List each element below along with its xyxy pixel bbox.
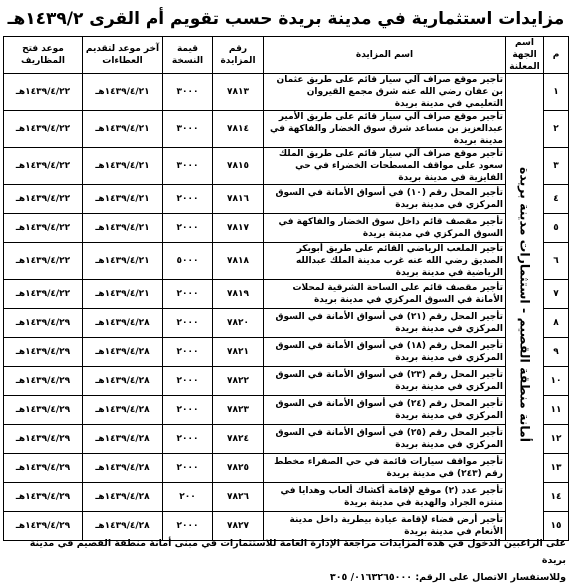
last-submission-date: ١٤٣٩/٤/٢٨هـ — [83, 367, 163, 396]
last-submission-date: ١٤٣٩/٤/٢١هـ — [83, 214, 163, 243]
envelope-open-date: ١٤٣٩/٤/٢٩هـ — [4, 309, 83, 338]
envelope-open-date: ١٤٣٩/٤/٢٩هـ — [4, 367, 83, 396]
auction-number: ٧٨١٥ — [213, 148, 264, 185]
auction-name: تأجير المحل رقم (٢٣) في أسواق الأمانة في السوق المركزي في مدينة بريدة — [264, 367, 506, 396]
table-row — [4, 309, 569, 338]
envelope-open-date: ١٤٣٩/٤/٢٩هـ — [4, 425, 83, 454]
copy-price: ٢٠٠٠ — [163, 367, 213, 396]
envelope-open-date: ١٤٣٩/٤/٢٢هـ — [4, 74, 83, 111]
page-title: مزايدات استثمارية في مدينة بريدة حسب تقويم أم القرى ١٤٣٩/٢هـ — [7, 9, 565, 29]
last-submission-date: ١٤٣٩/٤/٢١هـ — [83, 111, 163, 148]
copy-price: ٣٠٠٠ — [163, 111, 213, 148]
last-submission-date: ١٤٣٩/٤/٢٨هـ — [83, 483, 163, 512]
auction-number: ٧٨١٩ — [213, 280, 264, 309]
header-last-date: آخر موعد لتقديم العطاءات — [83, 37, 163, 74]
envelope-open-date: ١٤٣٩/٤/٢٢هـ — [4, 214, 83, 243]
copy-price: ٢٠٠٠ — [163, 396, 213, 425]
envelope-open-date: ١٤٣٩/٤/٢٩هـ — [4, 396, 83, 425]
row-number: ٥ — [544, 214, 569, 243]
last-submission-date: ١٤٣٩/٤/٢١هـ — [83, 185, 163, 214]
envelope-open-date: ١٤٣٩/٤/٢٩هـ — [4, 483, 83, 512]
auction-number: ٧٨١٨ — [213, 243, 264, 280]
envelope-open-date: ١٤٣٩/٤/٢٢هـ — [4, 243, 83, 280]
row-number: ١١ — [544, 396, 569, 425]
table-header-row — [4, 37, 569, 74]
row-number: ١٣ — [544, 454, 569, 483]
table-row — [4, 338, 569, 367]
envelope-open-date: ١٤٣٩/٤/٢٩هـ — [4, 454, 83, 483]
table-row — [4, 396, 569, 425]
copy-price: ٢٠٠٠ — [163, 454, 213, 483]
header-price: قيمة النسخة — [163, 37, 213, 74]
row-number: ١٤ — [544, 483, 569, 512]
auction-number: ٧٨١٧ — [213, 214, 264, 243]
table-row — [4, 483, 569, 512]
table-row — [4, 148, 569, 185]
last-submission-date: ١٤٣٩/٤/٢٨هـ — [83, 425, 163, 454]
envelope-open-date: ١٤٣٩/٤/٢٢هـ — [4, 111, 83, 148]
last-submission-date: ١٤٣٩/٤/٢٨هـ — [83, 309, 163, 338]
envelope-open-date: ١٤٣٩/٤/٢٩هـ — [4, 512, 83, 541]
header-ref: رقم المزايدة — [213, 37, 264, 74]
auction-name: تأجير المحل رقم (١٨) في أسواق الأمانة في السوق المركزي في مدينة بريدة — [264, 338, 506, 367]
table-row — [4, 74, 569, 111]
envelope-open-date: ١٤٣٩/٤/٢٢هـ — [4, 148, 83, 185]
note-line-2: وللاستفسار الاتصال على الرقم: ٠١٦٣٢٦٥٠٠٠/ ٣٠٥ — [329, 572, 566, 583]
auctions-table — [3, 36, 569, 541]
copy-price: ٢٠٠٠ — [163, 512, 213, 541]
auction-name: تأجير مواقف سيارات قائمة في حي الصفراء مخطط رقم (٢٤٣) في مدينة بريدة — [264, 454, 506, 483]
row-number: ١ — [544, 74, 569, 111]
authority-name: أمانة منطقة القصيم - استثمارات مدينة بريدة — [517, 167, 533, 443]
copy-price: ٢٠٠٠ — [163, 309, 213, 338]
copy-price: ٢٠٠٠ — [163, 338, 213, 367]
auction-name: تأجير أرض فضاء لإقامة عيادة بيطرية داخل مدينة الأنعام في مدينة بريدة — [264, 512, 506, 541]
row-number: ٢ — [544, 111, 569, 148]
copy-price: ٢٠٠٠ — [163, 185, 213, 214]
copy-price: ٣٠٠٠ — [163, 74, 213, 111]
header-num: م — [544, 37, 569, 74]
last-submission-date: ١٤٣٩/٤/٢١هـ — [83, 148, 163, 185]
copy-price: ٣٠٠٠ — [163, 148, 213, 185]
last-submission-date: ١٤٣٩/٤/٢١هـ — [83, 280, 163, 309]
auction-name: تأجير مقصف قائم داخل سوق الخضار والفاكهة في السوق المركزي في مدينة بريدة — [264, 214, 506, 243]
copy-price: ٢٠٠٠ — [163, 280, 213, 309]
auction-name: تأجير موقع صراف آلي سيار قائم على طريق الأمير عبدالعزيز بن مساعد شرق سوق الخضار والفاكهة في مدينة بريدة — [264, 111, 506, 148]
envelope-open-date: ١٤٣٩/٤/٢٢هـ — [4, 185, 83, 214]
auction-name: تأجير المحل رقم (٢٤) في أسواق الأمانة في السوق المركزي في مدينة بريدة — [264, 396, 506, 425]
row-number: ٩ — [544, 338, 569, 367]
auction-number: ٧٨١٤ — [213, 111, 264, 148]
row-number: ٧ — [544, 280, 569, 309]
envelope-open-date: ١٤٣٩/٤/٢٢هـ — [4, 280, 83, 309]
auction-number: ٧٨٢٣ — [213, 396, 264, 425]
envelope-open-date: ١٤٣٩/٤/٢٩هـ — [4, 338, 83, 367]
table-row — [4, 425, 569, 454]
last-submission-date: ١٤٣٩/٤/٢٨هـ — [83, 454, 163, 483]
auction-number: ٧٨٢١ — [213, 338, 264, 367]
row-number: ٤ — [544, 185, 569, 214]
auction-name: تأجير مقصف قائم على الساحة الشرقية لمحلات الأمانة في السوق المركزي في مدينة بريدة — [264, 280, 506, 309]
copy-price: ٥٠٠٠ — [163, 243, 213, 280]
auction-number: ٧٨٢٥ — [213, 454, 264, 483]
table-row — [4, 243, 569, 280]
note-line-1: على الراغبين الدخول في هذه المزايدات مراجعة الإدارة العامة للاستثمارات في مبنى أمانة منطقة القصيم في مدينة بريدة — [29, 538, 566, 566]
copy-price: ٢٠٠٠ — [163, 425, 213, 454]
authority-cell — [506, 74, 544, 541]
row-number: ١٠ — [544, 367, 569, 396]
row-number: ٦ — [544, 243, 569, 280]
row-number: ١٢ — [544, 425, 569, 454]
row-number: ٨ — [544, 309, 569, 338]
header-authority: اسم الجهة المعلنة — [506, 37, 544, 74]
table-row — [4, 454, 569, 483]
auction-name: تأجير موقع صراف آلي سيار قائم على طريق عثمان بن عفان رضي الله عنه شرق مجمع القيروان التعليمي في مدينة بريدة — [264, 74, 506, 111]
auction-name: تأجير الملعب الرياضي القائم على طريق أبوبكر الصديق رضي الله عنه غرب مدينة الملك عبدالله الرياضية في مدينة بريدة — [264, 243, 506, 280]
auction-number: ٧٨١٦ — [213, 185, 264, 214]
auction-name: تأجير موقع صراف آلي سيار قائم على طريق الملك سعود على مواقف المسطحات الخضراء في حي الفايزية في مدينة بريدة — [264, 148, 506, 185]
auction-name: تأجير المحل رقم (٢١) في أسواق الأمانة في السوق المركزي في مدينة بريدة — [264, 309, 506, 338]
last-submission-date: ١٤٣٩/٤/٢١هـ — [83, 74, 163, 111]
auction-name: تأجير عدد (٢) موقع لإقامة أكشاك ألعاب وهدايا في منتزه الجراد والهدية في مدينة بريدة — [264, 483, 506, 512]
footer-note — [6, 535, 566, 586]
table-row — [4, 367, 569, 396]
auction-name: تأجير المحل رقم (١٠) في أسواق الأمانة في السوق المركزي في مدينة بريدة — [264, 185, 506, 214]
auction-number: ٧٨٢٧ — [213, 512, 264, 541]
table-row — [4, 214, 569, 243]
copy-price: ٢٠٠ — [163, 483, 213, 512]
header-name: اسم المزايدة — [264, 37, 506, 74]
copy-price: ٢٠٠٠ — [163, 214, 213, 243]
last-submission-date: ١٤٣٩/٤/٢٨هـ — [83, 338, 163, 367]
auction-number: ٧٨٢٤ — [213, 425, 264, 454]
last-submission-date: ١٤٣٩/٤/٢٨هـ — [83, 396, 163, 425]
auction-number: ٧٨٢٠ — [213, 309, 264, 338]
auction-number: ٧٨٢٦ — [213, 483, 264, 512]
table-row — [4, 185, 569, 214]
table-row — [4, 111, 569, 148]
row-number: ٣ — [544, 148, 569, 185]
table-row — [4, 280, 569, 309]
auction-number: ٧٨٢٢ — [213, 367, 264, 396]
row-number: ١٥ — [544, 512, 569, 541]
last-submission-date: ١٤٣٩/٤/٢٨هـ — [83, 512, 163, 541]
last-submission-date: ١٤٣٩/٤/٢١هـ — [83, 243, 163, 280]
auction-number: ٧٨١٣ — [213, 74, 264, 111]
auction-name: تأجير المحل رقم (٢٥) في أسواق الأمانة في السوق المركزي في مدينة بريدة — [264, 425, 506, 454]
header-open-date: موعد فتح المظاريف — [4, 37, 83, 74]
